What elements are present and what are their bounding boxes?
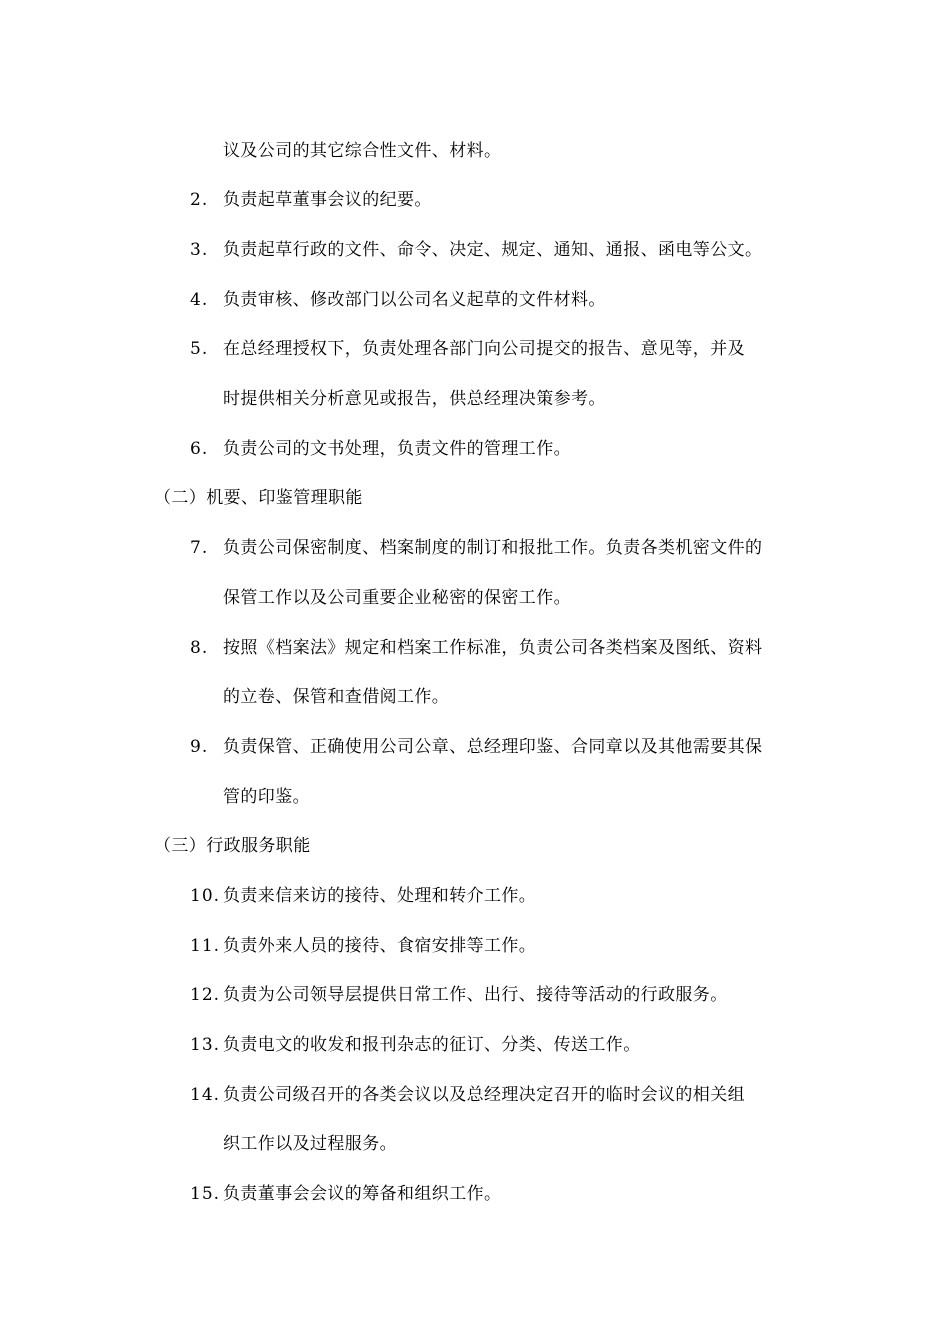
item-text: 负责审核、修改部门以公司名义起草的文件材料。: [223, 290, 606, 310]
item-number: 13.: [190, 1035, 221, 1055]
item-text: 负责公司的文书处理，负责文件的管理工作。: [223, 439, 571, 459]
item-number: 11.: [190, 936, 221, 956]
item-text: 负责公司保密制度、档案制度的制订和报批工作。负责各类机密文件的: [223, 538, 763, 558]
item-text: 负责董事会会议的筹备和组织工作。: [223, 1184, 502, 1204]
item-number: 15.: [190, 1184, 221, 1204]
item-number: 10.: [190, 886, 221, 906]
line-text: 时提供相关分析意见或报告，供总经理决策参考。: [223, 389, 606, 409]
item-number: 6.: [190, 439, 209, 459]
item-number: 14.: [190, 1085, 221, 1105]
item-number: 2.: [190, 190, 209, 210]
item-text: 负责外来人员的接待、食宿安排等工作。: [223, 936, 537, 956]
item-text: 在总经理授权下，负责处理各部门向公司提交的报告、意见等，并及: [223, 339, 745, 359]
item-text: 负责起草董事会议的纪要。: [223, 190, 432, 210]
item-number: 7.: [190, 538, 209, 558]
item-text: 负责来信来访的接待、处理和转介工作。: [223, 886, 537, 906]
line-text: 议及公司的其它综合性文件、材料。: [223, 141, 502, 161]
line-text: 管的印鉴。: [223, 787, 310, 807]
item-text: 负责公司级召开的各类会议以及总经理决定召开的临时会议的相关组: [223, 1085, 745, 1105]
heading-text: （二）机要、印鉴管理职能: [154, 488, 363, 508]
item-number: 9.: [190, 737, 209, 757]
item-text: 负责电文的收发和报刊杂志的征订、分类、传送工作。: [223, 1035, 641, 1055]
item-number: 4.: [190, 290, 209, 310]
item-number: 12.: [190, 985, 221, 1005]
item-number: 3.: [190, 240, 209, 260]
line-text: 的立卷、保管和查借阅工作。: [223, 687, 450, 707]
heading-text: （三）行政服务职能: [154, 836, 311, 856]
line-text: 织工作以及过程服务。: [223, 1134, 397, 1154]
item-number: 5.: [190, 339, 209, 359]
item-text: 负责保管、正确使用公司公章、总经理印鉴、合同章以及其他需要其保: [223, 737, 763, 757]
line-text: 保管工作以及公司重要企业秘密的保密工作。: [223, 588, 571, 608]
item-text: 按照《档案法》规定和档案工作标准，负责公司各类档案及图纸、资料: [223, 638, 763, 658]
item-text: 负责为公司领导层提供日常工作、出行、接待等活动的行政服务。: [223, 985, 728, 1005]
item-number: 8.: [190, 638, 209, 658]
item-text: 负责起草行政的文件、命令、决定、规定、通知、通报、函电等公文。: [223, 240, 763, 260]
